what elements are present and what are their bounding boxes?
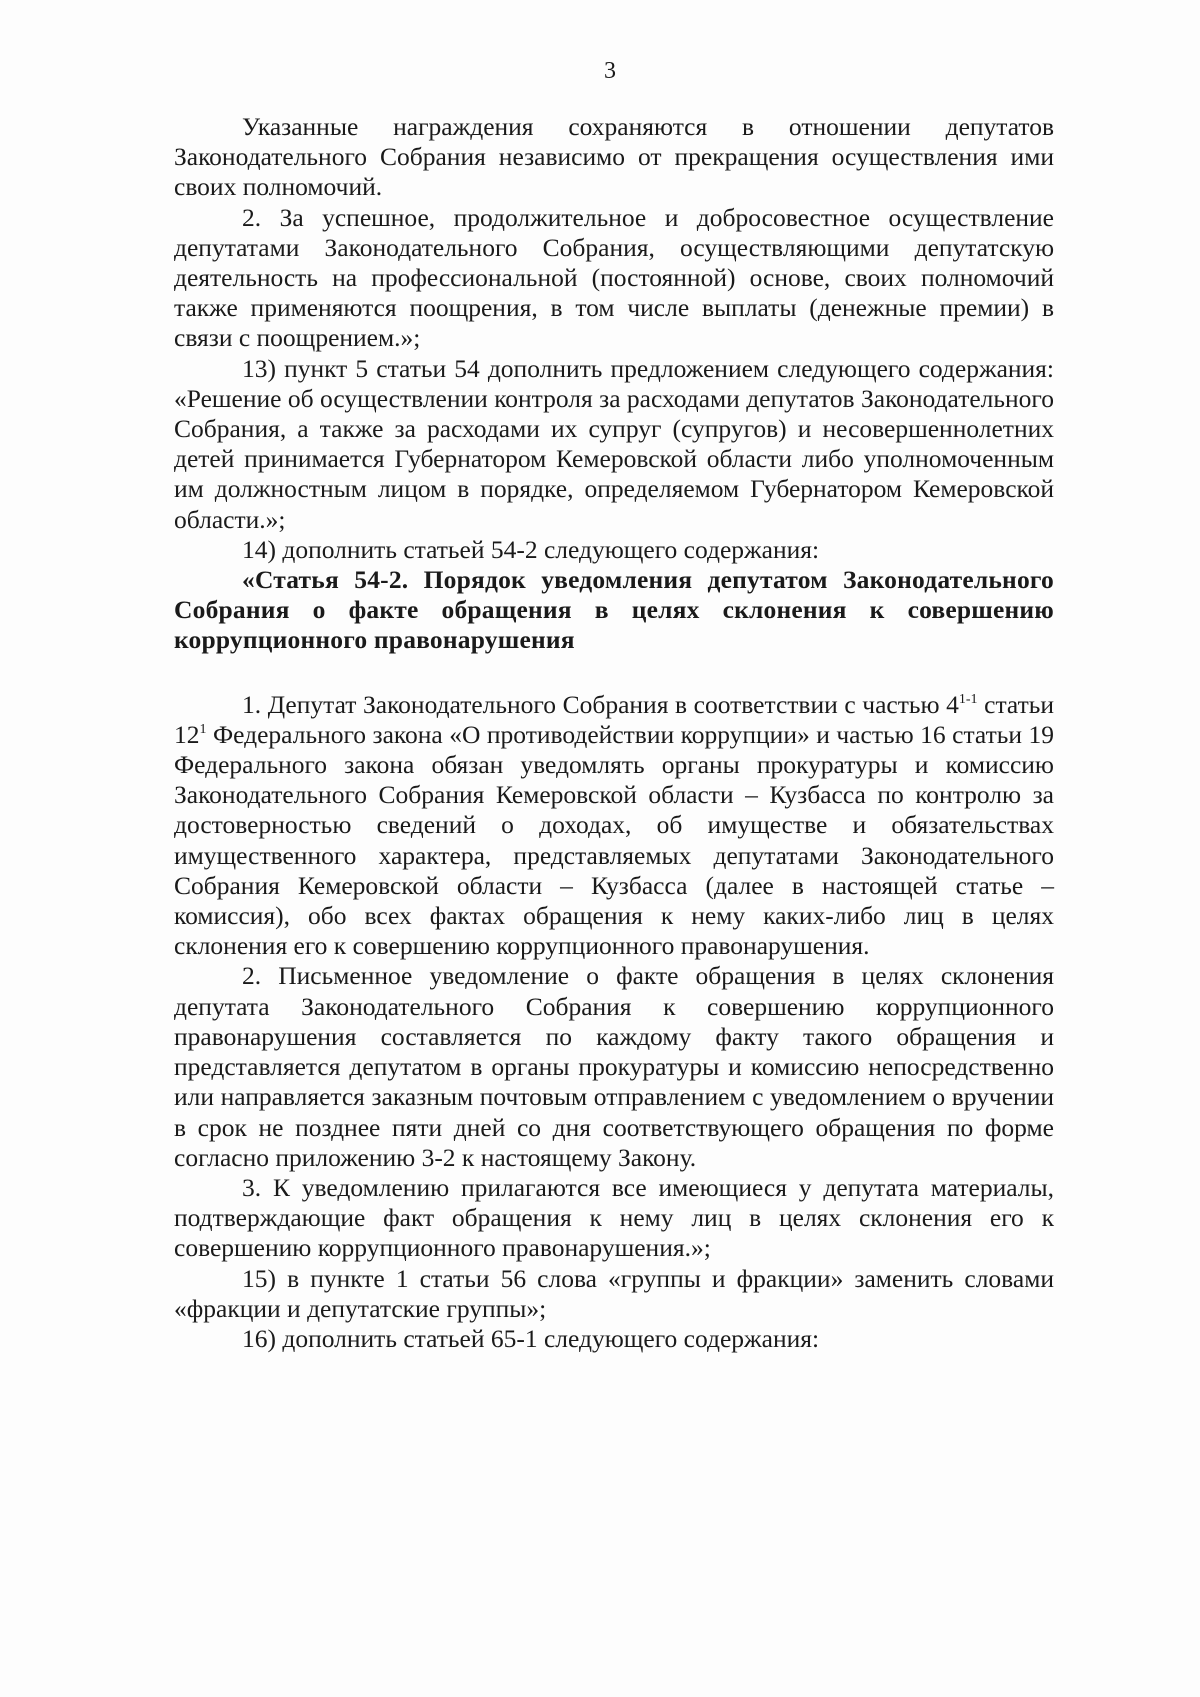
article-p1-text-a: 1. Депутат Законодательного Собрания в соответствии с частью 4 — [242, 689, 959, 719]
paragraph-awards-retained: Указанные награждения сохраняются в отношении депутатов Законодательного Собрания независимо от прекращения осуществления ими своих полномочий. — [174, 112, 1054, 202]
article-heading: «Статья 54-2. Порядок уведомления депутатом Законодательного Собрания о факте обращения в целях склонения к совершению коррупционного правонарушения — [174, 565, 1054, 655]
paragraph-incentives: 2. За успешное, продолжительное и добросовестное осуществление депутатами Законодательного Собрания, осуществляющими депутатскую деятельность на профессиональной (постоянной) основе, своих полномочий также применяются поощрения, в том числе выплаты (денежные премии) в связи с поощрением.»; — [174, 202, 1054, 353]
paragraph-item-15: 15) в пункте 1 статьи 56 слова «группы и фракции» заменить словами «фракции и депутатские группы»; — [174, 1263, 1054, 1323]
article-p1-text-b: статьи 12 — [174, 689, 1054, 749]
article-p1-superscript-a: 1-1 — [958, 691, 978, 707]
paragraph-item-14: 14) дополнить статьей 54-2 следующего содержания: — [242, 534, 820, 564]
article-p1-superscript-b: 1 — [199, 721, 207, 737]
article-paragraph-3: 3. К уведомлению прилагаются все имеющиеся у депутата материалы, подтверждающие факт обращения к нему лиц в целях склонения его к совершению коррупционного правонарушения.»; — [174, 1172, 1054, 1263]
article-p1-text-c: Федерального закона «О противодействии коррупции» и частью 16 статьи 19 Федерального закона обязан уведомлять органы прокуратуры и комиссию Законодательного Собрания Кемеровской области – Кузбасса по контролю за достоверностью сведений о доходах, об имуществе и обязательствах имущественного характера, представляемых депутатами Законодательного Собрания Кемеровской области – Кузбасса (далее в настоящей статье – комиссия), обо всех фактах обращения к нему каких-либо лиц в целях склонения его к совершению коррупционного правонарушения. — [174, 719, 1054, 961]
article-paragraph-1 — [174, 690, 1054, 962]
paragraph-item-16: 16) дополнить статьей 65-1 следующего содержания: — [242, 1323, 820, 1353]
page-number: 3 — [604, 58, 616, 84]
article-paragraph-2: 2. Письменное уведомление о факте обращения в целях склонения депутата Законодательного Собрания к совершению коррупционного правонарушения составляется по каждому факту такого обращения и представляется депутатом в органы прокуратуры и комиссию непосредственно или направляется заказным почтовым отправлением с уведомлением о вручении в срок не позднее пяти дней со дня соответствующего обращения по форме согласно приложению 3-2 к настоящему Закону. — [174, 961, 1054, 1172]
paragraph-item-13: 13) пункт 5 статьи 54 дополнить предложением следующего содержания: «Решение об осуществлении контроля за расходами депутатов Законодательного Собрания, а также за расходами их супруг (супругов) и несовершеннолетних детей принимается Губернатором Кемеровской области либо уполномоченным им должностным лицом в порядке, определяемом Губернатором Кемеровской области.»; — [174, 353, 1054, 534]
document-body — [174, 112, 1054, 1354]
